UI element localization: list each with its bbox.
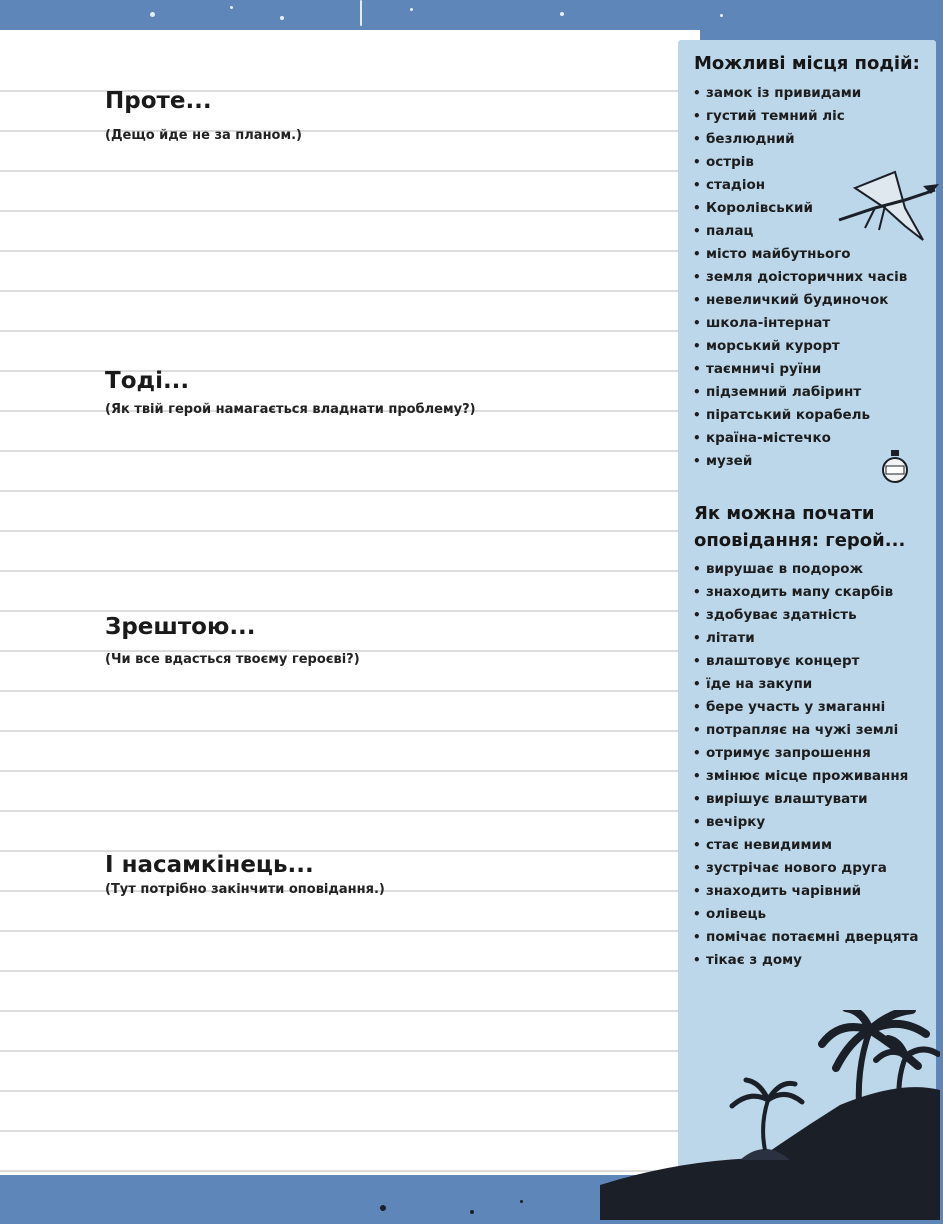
palm-island-icon — [600, 1010, 940, 1220]
list-item: • музей — [690, 450, 930, 473]
list-item: • знаходить чарівний — [690, 880, 930, 903]
list-item: • знаходить мапу скарбів — [690, 581, 930, 604]
list-item: • безлюдний — [690, 128, 930, 151]
list-item: • літати — [690, 627, 930, 650]
list-item: • змінює місце проживання — [690, 765, 930, 788]
list-item: • школа-інтернат — [690, 312, 930, 335]
starts-title-line1: Як можна почати — [694, 503, 875, 524]
list-item: • земля доісторичних часів — [690, 266, 930, 289]
list-item: • вечірку — [690, 811, 930, 834]
list-item: • вирушає в подорож — [690, 558, 930, 581]
starts-list — [690, 558, 930, 972]
list-item: • невеличкий будиночок — [690, 289, 930, 312]
list-item: • здобуває здатність — [690, 604, 930, 627]
list-item: • країна-містечко — [690, 427, 930, 450]
places-list — [690, 82, 930, 473]
section-heading-then: Тоді... — [105, 368, 190, 394]
section-hint-however: (Дещо йде не за планом.) — [105, 128, 302, 143]
list-item: • їде на закупи — [690, 673, 930, 696]
starts-title-line2: оповідання: герой... — [694, 530, 906, 551]
list-item: • бере участь у змаганні — [690, 696, 930, 719]
list-item: • вирішує влаштувати — [690, 788, 930, 811]
section-hint-then: (Як твій герой намагається владнати проблему?) — [105, 402, 476, 417]
list-item: • олівець — [690, 903, 930, 926]
pterodactyl-icon — [835, 168, 940, 250]
list-item: • зустрічає нового друга — [690, 857, 930, 880]
section-hint-finally: (Чи все вдасться твоєму героєві?) — [105, 652, 360, 667]
list-item: • стає невидимим — [690, 834, 930, 857]
list-item: • влаштовує концерт — [690, 650, 930, 673]
frame-speck — [560, 12, 564, 16]
lined-writing-paper — [0, 30, 700, 1175]
section-heading-ending: І насамкінець... — [105, 852, 314, 878]
list-item: • таємничі руїни — [690, 358, 930, 381]
frame-speck — [410, 8, 413, 11]
section-hint-ending: (Тут потрібно закінчити оповідання.) — [105, 882, 385, 897]
list-item: • густий темний ліс — [690, 105, 930, 128]
list-item: • потрапляє на чужі землі — [690, 719, 930, 742]
frame-ink — [380, 1205, 386, 1211]
list-item: • Королівський — [690, 197, 930, 220]
frame-speck — [360, 0, 362, 26]
starts-title — [694, 500, 905, 554]
potion-bottle-icon — [880, 448, 910, 484]
list-item: • палац — [690, 220, 930, 243]
list-item: • місто майбутнього — [690, 243, 930, 266]
list-item: • замок із привидами — [690, 82, 930, 105]
frame-speck — [150, 12, 155, 17]
list-item: • отримує запрошення — [690, 742, 930, 765]
list-item: • підземний лабіринт — [690, 381, 930, 404]
section-heading-finally: Зрештою... — [105, 614, 256, 640]
places-title: Можливі місця подій: — [694, 53, 920, 74]
frame-speck — [230, 6, 233, 9]
frame-ink — [470, 1210, 474, 1214]
list-item: • стадіон — [690, 174, 930, 197]
list-item: • піратський корабель — [690, 404, 930, 427]
section-heading-however: Проте... — [105, 88, 212, 114]
list-item: • помічає потаємні дверцята — [690, 926, 930, 949]
list-item: • морський курорт — [690, 335, 930, 358]
frame-speck — [280, 16, 284, 20]
list-item: • острів — [690, 151, 930, 174]
frame-speck — [720, 14, 723, 17]
list-item: • тікає з дому — [690, 949, 930, 972]
frame-ink — [520, 1200, 523, 1203]
